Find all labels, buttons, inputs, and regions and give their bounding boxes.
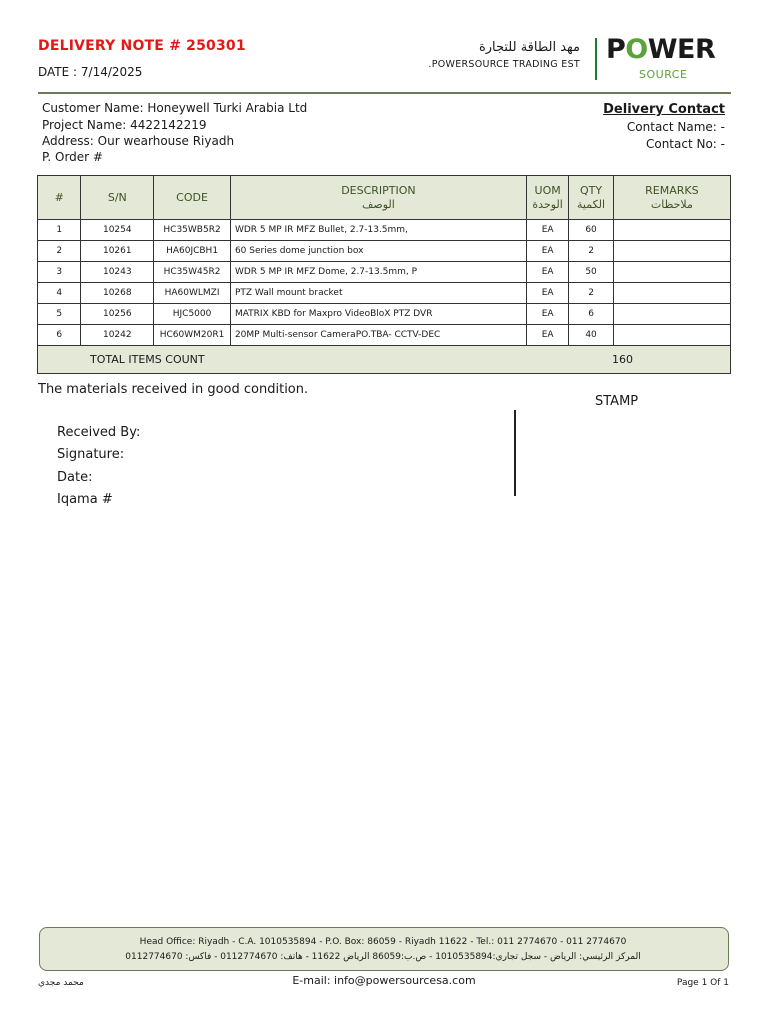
cell-remarks xyxy=(613,262,730,283)
cell-uom: EA xyxy=(526,241,568,262)
col-header-number: # xyxy=(38,176,81,220)
cell-sn: 10268 xyxy=(81,283,154,304)
cell-number: 3 xyxy=(38,262,81,283)
items-table xyxy=(37,175,731,346)
table-header-row xyxy=(38,176,731,220)
company-name-english: .POWERSOURCE TRADING EST xyxy=(428,59,580,70)
total-items-value: 160 xyxy=(612,353,633,366)
signature-divider xyxy=(514,410,516,496)
cell-number: 4 xyxy=(38,283,81,304)
contact-number: Contact No: - xyxy=(645,137,725,151)
document-title: DELIVERY NOTE # 250301 xyxy=(38,38,246,54)
table-row xyxy=(38,325,731,346)
cell-code: HC35WB5R2 xyxy=(154,220,231,241)
address: Address: Our wearhouse Riyadh xyxy=(42,134,235,148)
col-header-qty: QTY الكمية xyxy=(569,176,613,220)
cell-uom: EA xyxy=(526,220,568,241)
cell-description: WDR 5 MP IR MFZ Dome, 2.7-13.5mm, P xyxy=(230,262,526,283)
cell-code: HJC5000 xyxy=(154,304,231,325)
cell-uom: EA xyxy=(526,325,568,346)
cell-number: 6 xyxy=(38,325,81,346)
col-header-description-ar: الوصف xyxy=(362,197,395,211)
document-date: DATE : 7/14/2025 xyxy=(38,65,143,79)
purchase-order: P. Order # xyxy=(42,150,103,164)
col-header-qty-ar: الكمية xyxy=(577,197,606,211)
cell-uom: EA xyxy=(526,304,568,325)
col-header-remarks-ar: ملاحظات xyxy=(650,197,693,211)
cell-uom: EA xyxy=(526,262,568,283)
cell-code: HC60WM20R1 xyxy=(154,325,231,346)
received-by-label: Received By: xyxy=(57,425,141,440)
cell-qty: 60 xyxy=(569,220,613,241)
cell-qty: 40 xyxy=(569,325,613,346)
table-row xyxy=(38,262,731,283)
customer-name: Customer Name: Honeywell Turki Arabia Ltd xyxy=(42,101,308,115)
col-header-code: CODE xyxy=(154,176,231,220)
footer-address-english: Head Office: Riyadh - C.A. 1010535894 - P.O. Box: 86059 - Riyadh 11622 - Tel.: 011 2774670 - 011 2774670 xyxy=(139,937,627,947)
cell-remarks xyxy=(613,241,730,262)
cell-sn: 10243 xyxy=(81,262,154,283)
cell-sn: 10261 xyxy=(81,241,154,262)
footer-address-arabic: المركز الرئيسي: الرياض - سجل تجاري:1010535894 - ص.ب:86059 الرياض 11622 - هاتف: 0112774670 - فاكس: 0112774670 xyxy=(125,952,641,962)
header-divider xyxy=(38,92,731,94)
stamp-label: STAMP xyxy=(595,394,639,409)
footer-author-name: محمد مجدي xyxy=(38,978,84,988)
footer-address-box xyxy=(39,927,729,971)
col-header-remarks: REMARKS ملاحظات xyxy=(613,176,730,220)
cell-sn: 10242 xyxy=(81,325,154,346)
cell-description: 20MP Multi-sensor CameraPO.TBA- CCTV-DEC xyxy=(230,325,526,346)
cell-remarks xyxy=(613,220,730,241)
col-header-sn: S/N xyxy=(81,176,154,220)
cell-code: HC35W45R2 xyxy=(154,262,231,283)
page-number: Page 1 Of 1 xyxy=(676,978,729,988)
logo-subtitle: SOURCE xyxy=(639,68,688,81)
cell-qty: 2 xyxy=(569,241,613,262)
cell-qty: 6 xyxy=(569,304,613,325)
contact-name: Contact Name: - xyxy=(626,120,725,134)
cell-number: 5 xyxy=(38,304,81,325)
condition-statement: The materials received in good condition. xyxy=(38,382,309,397)
receipt-date-label: Date: xyxy=(57,470,93,485)
cell-code: HA60JCBH1 xyxy=(154,241,231,262)
total-items-label: TOTAL ITEMS COUNT xyxy=(90,353,205,366)
footer-email: E-mail: info@powersourcesa.com xyxy=(292,974,476,987)
cell-uom: EA xyxy=(526,283,568,304)
delivery-contact-title: Delivery Contact xyxy=(603,102,725,117)
cell-description: 60 Series dome junction box xyxy=(230,241,526,262)
cell-code: HA60WLMZI xyxy=(154,283,231,304)
logo-wordmark: POWER xyxy=(606,34,716,65)
cell-description: WDR 5 MP IR MFZ Bullet, 2.7-13.5mm, xyxy=(230,220,526,241)
cell-remarks xyxy=(613,304,730,325)
col-header-uom-ar: الوحدة xyxy=(532,197,563,211)
cell-description: PTZ Wall mount bracket xyxy=(230,283,526,304)
cell-remarks xyxy=(613,325,730,346)
logo-divider xyxy=(595,38,597,80)
cell-remarks xyxy=(613,283,730,304)
company-logo xyxy=(606,34,724,84)
company-name-arabic: مهد الطاقة للتجارة xyxy=(478,40,580,55)
col-header-description: DESCRIPTION الوصف xyxy=(230,176,526,220)
table-row xyxy=(38,241,731,262)
cell-sn: 10254 xyxy=(81,220,154,241)
cell-description: MATRIX KBD for Maxpro VideoBloX PTZ DVR xyxy=(230,304,526,325)
col-header-uom: UOM الوحدة xyxy=(526,176,568,220)
cell-sn: 10256 xyxy=(81,304,154,325)
cell-number: 2 xyxy=(38,241,81,262)
cell-qty: 50 xyxy=(569,262,613,283)
cell-number: 1 xyxy=(38,220,81,241)
signature-label: Signature: xyxy=(57,447,125,462)
table-row xyxy=(38,304,731,325)
table-row xyxy=(38,283,731,304)
iqama-label: Iqama # xyxy=(57,492,113,507)
cell-qty: 2 xyxy=(569,283,613,304)
project-name: Project Name: 4422142219 xyxy=(42,118,207,132)
table-row xyxy=(38,220,731,241)
